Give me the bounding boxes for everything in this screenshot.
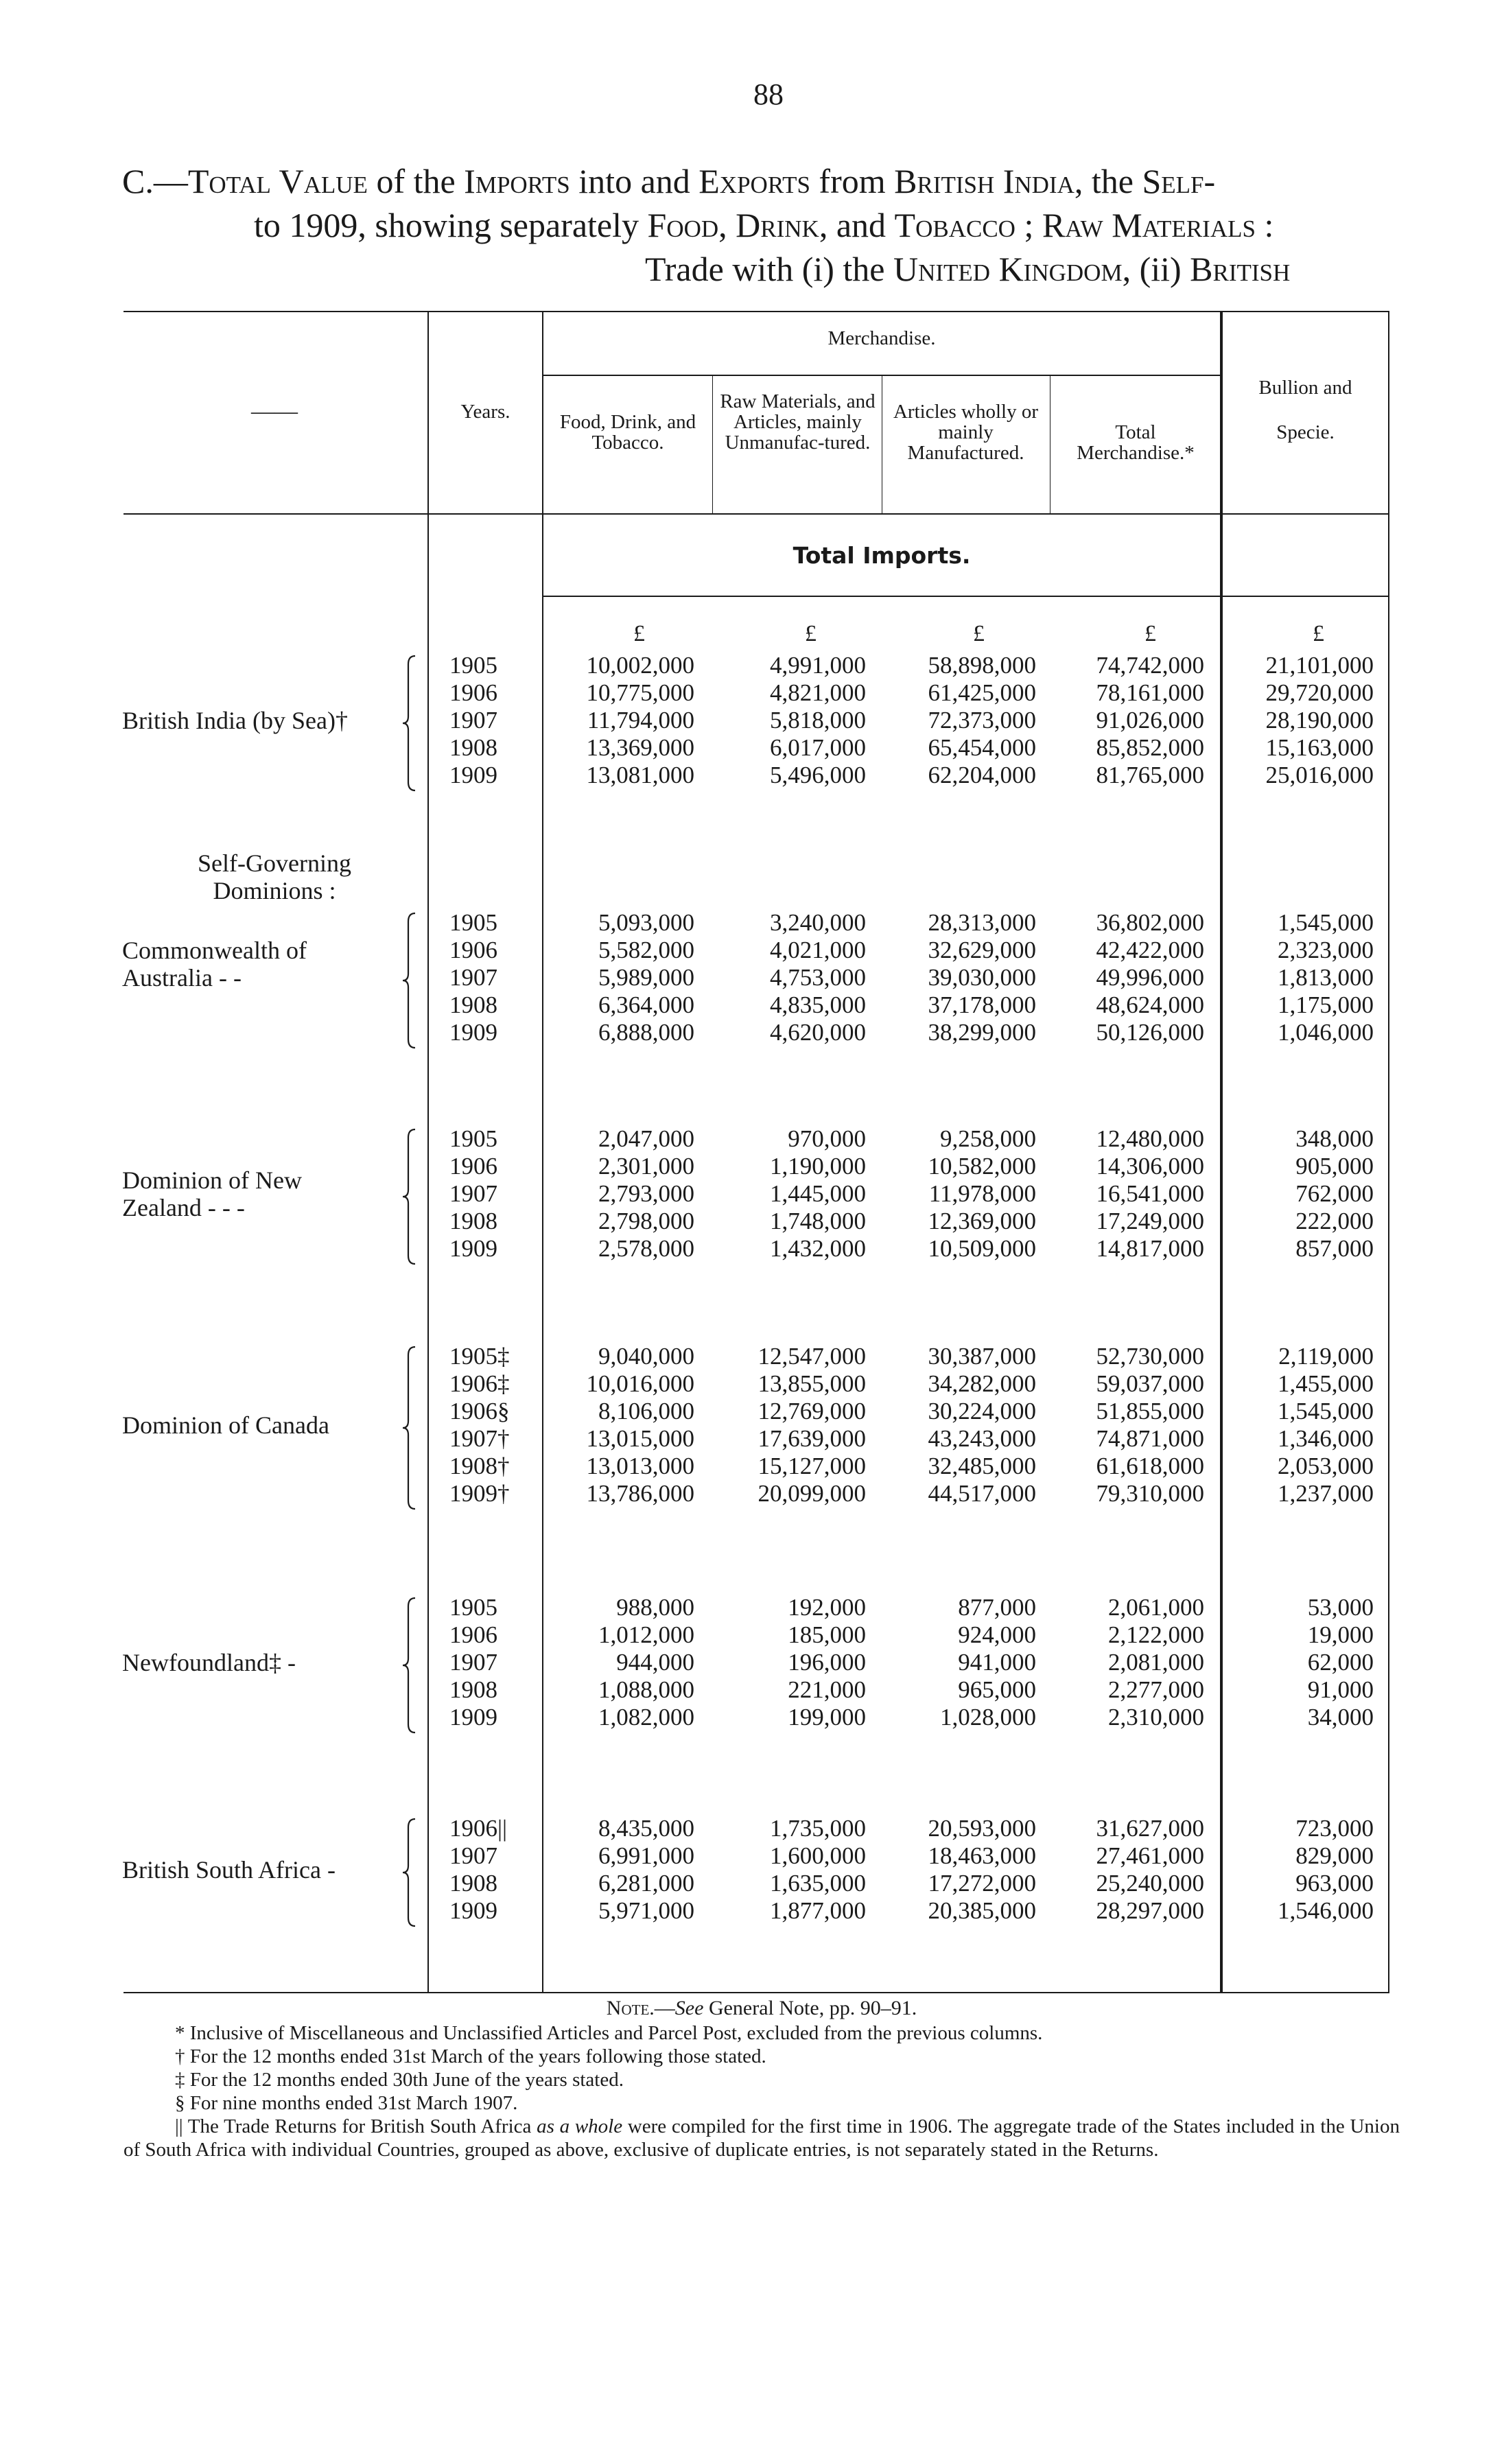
cell-food: 6,991,000 (598, 1842, 694, 1869)
cell-raw: 15,127,000 (758, 1453, 866, 1479)
cell-raw: 1,600,000 (770, 1842, 866, 1869)
cell-year: 1908 (449, 1208, 497, 1234)
cell-food: 6,364,000 (598, 992, 694, 1018)
table-row (0, 1398, 1491, 1425)
cell-year: 1906 (449, 937, 497, 963)
table-row (0, 1153, 1491, 1180)
title-line-2 (254, 203, 1273, 247)
cell-year: 1906 (449, 679, 497, 706)
cell-total: 81,765,000 (1096, 762, 1204, 788)
cell-total: 59,037,000 (1096, 1370, 1204, 1397)
title-segment: Drink (736, 206, 819, 244)
cell-food: 13,081,000 (586, 762, 694, 788)
cell-year: 1909 (449, 1897, 497, 1924)
cell-food: 10,016,000 (586, 1370, 694, 1397)
merchandise-header: Merchandise. (827, 327, 936, 349)
country-label-line: Dominion of New (122, 1166, 302, 1194)
cell-total: 85,852,000 (1096, 734, 1204, 761)
cell-articles: 44,517,000 (928, 1480, 1036, 1507)
cell-total: 12,480,000 (1096, 1125, 1204, 1152)
title-segment: , (ii) (1122, 250, 1190, 288)
footnote-parallel-c: were compiled for the first time in 1906. The aggregate trade of the States included in the Union of South Africa with individual Countries, grouped as above, exclusive of duplicate entries, is not separately stated in the Returns. (124, 2115, 1400, 2161)
cell-raw: 6,017,000 (770, 734, 866, 761)
table-row (0, 1125, 1491, 1153)
footnote-parallel-a: || The Trade Returns for British South Africa (175, 2115, 537, 2137)
cell-bullion: 857,000 (1295, 1235, 1374, 1262)
footnote-dagger: † For the 12 months ended 31st March of the years following those stated. (175, 2045, 766, 2067)
cell-food: 2,301,000 (598, 1153, 694, 1180)
cell-articles: 38,299,000 (928, 1019, 1036, 1046)
table-row (0, 1621, 1491, 1649)
cell-bullion: 2,119,000 (1278, 1343, 1374, 1370)
cell-raw: 20,099,000 (758, 1480, 866, 1507)
cell-year: 1905‡ (449, 1343, 510, 1370)
cell-food: 5,093,000 (598, 909, 694, 936)
table-row (0, 992, 1491, 1019)
cell-food: 5,582,000 (598, 937, 694, 963)
cell-total: 2,061,000 (1108, 1594, 1204, 1621)
table-row (0, 1594, 1491, 1621)
title-segment: Food (647, 206, 719, 244)
cell-total: 79,310,000 (1096, 1480, 1204, 1507)
cell-articles: 10,582,000 (928, 1153, 1036, 1180)
cell-raw: 3,240,000 (770, 909, 866, 936)
section-heading-line-2: Dominions : (213, 877, 336, 904)
bullion-header-1: Bullion and (1258, 377, 1352, 399)
footnote-parallel-b: as a whole (537, 2115, 623, 2137)
cell-total: 2,122,000 (1108, 1621, 1204, 1648)
cell-total: 74,871,000 (1096, 1425, 1204, 1452)
table-row (0, 707, 1491, 734)
cell-bullion: 21,101,000 (1265, 652, 1374, 679)
cell-articles: 941,000 (958, 1649, 1036, 1676)
cell-bullion: 53,000 (1307, 1594, 1374, 1621)
cell-articles: 43,243,000 (928, 1425, 1036, 1452)
cell-raw: 1,735,000 (770, 1815, 866, 1842)
cell-total: 27,461,000 (1096, 1842, 1204, 1869)
title-segment: to 1909, showing separately (254, 206, 648, 244)
cell-food: 2,793,000 (598, 1180, 694, 1207)
raw-header: Raw Materials, and Articles, mainly Unmanufac-tured. (720, 390, 876, 454)
cell-raw: 5,496,000 (770, 762, 866, 788)
country-label-line: Dominion of Canada (122, 1411, 329, 1439)
cell-food: 1,082,000 (598, 1704, 694, 1730)
cell-bullion: 1,175,000 (1278, 992, 1374, 1018)
cell-total: 61,618,000 (1096, 1453, 1204, 1479)
cell-food: 1,088,000 (598, 1676, 694, 1703)
footnote-double-dagger: ‡ For the 12 months ended 30th June of the years stated. (175, 2069, 624, 2091)
cell-food: 2,798,000 (598, 1208, 694, 1234)
cell-total: 91,026,000 (1096, 707, 1204, 734)
cell-total: 36,802,000 (1096, 909, 1204, 936)
cell-food: 5,989,000 (598, 964, 694, 991)
cell-year: 1906|| (449, 1815, 508, 1842)
table-row (0, 679, 1491, 707)
cell-food: 13,786,000 (586, 1480, 694, 1507)
title-segment: Self- (1142, 162, 1216, 200)
cell-year: 1907 (449, 1180, 497, 1207)
cell-raw: 4,821,000 (770, 679, 866, 706)
table-row (0, 1343, 1491, 1370)
cell-total: 51,855,000 (1096, 1398, 1204, 1424)
cell-year: 1906§ (449, 1398, 510, 1424)
cell-year: 1909 (449, 762, 497, 788)
cell-articles: 34,282,000 (928, 1370, 1036, 1397)
cell-year: 1905 (449, 1594, 497, 1621)
cell-year: 1905 (449, 1125, 497, 1152)
title-segment: into and (570, 162, 699, 200)
cell-raw: 4,835,000 (770, 992, 866, 1018)
cell-raw: 5,818,000 (770, 707, 866, 734)
cell-raw: 192,000 (788, 1594, 866, 1621)
cell-raw: 1,432,000 (770, 1235, 866, 1262)
cell-food: 2,578,000 (598, 1235, 694, 1262)
section-heading (158, 849, 391, 904)
table-row (0, 1208, 1491, 1235)
table-row (0, 762, 1491, 789)
note-title (124, 1997, 1400, 2020)
cell-food: 8,435,000 (598, 1815, 694, 1842)
cell-articles: 18,463,000 (928, 1842, 1036, 1869)
cell-bullion: 1,546,000 (1278, 1897, 1374, 1924)
table-row (0, 1370, 1491, 1398)
country-label-line: Zealand - - - (122, 1194, 245, 1221)
cell-total: 2,277,000 (1108, 1676, 1204, 1703)
cell-raw: 221,000 (788, 1676, 866, 1703)
cell-total: 74,742,000 (1096, 652, 1204, 679)
cell-year: 1907 (449, 964, 497, 991)
title-segment: , and (819, 206, 895, 244)
cell-bullion: 1,545,000 (1278, 909, 1374, 936)
cell-articles: 39,030,000 (928, 964, 1036, 991)
cell-raw: 1,748,000 (770, 1208, 866, 1234)
title-segment: from (810, 162, 895, 200)
cell-total: 14,817,000 (1096, 1235, 1204, 1262)
country-header: —— (251, 399, 298, 424)
table-row (0, 964, 1491, 992)
cell-articles: 32,485,000 (928, 1453, 1036, 1479)
country-label-line: British South Africa - (122, 1856, 336, 1884)
table-row (0, 1453, 1491, 1480)
title-segment: Imports (464, 162, 570, 200)
table-row (0, 1480, 1491, 1507)
cell-raw: 4,991,000 (770, 652, 866, 679)
title-segment: , (718, 206, 736, 244)
cell-bullion: 723,000 (1295, 1815, 1374, 1842)
country-label-line: Australia - - (122, 964, 242, 992)
cell-year: 1909 (449, 1704, 497, 1730)
footnotes (124, 1997, 1400, 2161)
cell-bullion: 62,000 (1307, 1649, 1374, 1676)
cell-total: 17,249,000 (1096, 1208, 1204, 1234)
bullion-header-2: Specie. (1276, 421, 1335, 443)
cell-food: 988,000 (616, 1594, 694, 1621)
cell-total: 52,730,000 (1096, 1343, 1204, 1370)
title-segment: Total Value (187, 162, 368, 200)
cell-total: 78,161,000 (1096, 679, 1204, 706)
cell-bullion: 25,016,000 (1265, 762, 1374, 788)
cell-total: 31,627,000 (1096, 1815, 1204, 1842)
cell-bullion: 15,163,000 (1265, 734, 1374, 761)
cell-total: 28,297,000 (1096, 1897, 1204, 1924)
currency-total: £ (1144, 621, 1156, 646)
header-bottom-rule (124, 513, 1389, 515)
title-segment: Raw Materials (1042, 206, 1256, 244)
cell-food: 2,047,000 (598, 1125, 694, 1152)
cell-raw: 4,620,000 (770, 1019, 866, 1046)
note-title-see: See (674, 1997, 704, 2019)
page-number: 88 (753, 78, 784, 111)
cell-bullion: 19,000 (1307, 1621, 1374, 1648)
cell-year: 1908 (449, 1676, 497, 1703)
cell-articles: 20,593,000 (928, 1815, 1036, 1842)
cell-articles: 20,385,000 (928, 1897, 1036, 1924)
title-segment: Exports (698, 162, 810, 200)
title-segment: United Kingdom (893, 250, 1123, 288)
country-label-line: British India (by Sea)† (122, 707, 348, 734)
currency-articles: £ (973, 621, 985, 646)
cell-total: 25,240,000 (1096, 1870, 1204, 1897)
col-divider-3 (712, 376, 713, 513)
cell-raw: 13,855,000 (758, 1370, 866, 1397)
cell-raw: 1,190,000 (770, 1153, 866, 1180)
cell-articles: 12,369,000 (928, 1208, 1036, 1234)
cell-bullion: 348,000 (1295, 1125, 1374, 1152)
cell-raw: 12,769,000 (758, 1398, 866, 1424)
cell-year: 1906 (449, 1153, 497, 1180)
cell-bullion: 905,000 (1295, 1153, 1374, 1180)
cell-bullion: 1,545,000 (1278, 1398, 1374, 1424)
cell-raw: 4,753,000 (770, 964, 866, 991)
table-row (0, 1704, 1491, 1731)
cell-articles: 32,629,000 (928, 937, 1036, 963)
table-row (0, 1842, 1491, 1870)
cell-articles: 37,178,000 (928, 992, 1036, 1018)
cell-year: 1909 (449, 1019, 497, 1046)
table-top-rule (124, 311, 1389, 312)
cell-total: 42,422,000 (1096, 937, 1204, 963)
cell-raw: 12,547,000 (758, 1343, 866, 1370)
cell-raw: 17,639,000 (758, 1425, 866, 1452)
cell-food: 13,013,000 (586, 1453, 694, 1479)
table-row (0, 1897, 1491, 1925)
table-row (0, 1649, 1491, 1676)
title-segment: British India (894, 162, 1075, 200)
section-rule (542, 596, 1389, 597)
table-row (0, 1235, 1491, 1263)
cell-bullion: 1,455,000 (1278, 1370, 1374, 1397)
cell-raw: 196,000 (788, 1649, 866, 1676)
cell-articles: 11,978,000 (928, 1180, 1036, 1207)
cell-bullion: 829,000 (1295, 1842, 1374, 1869)
total-header: Total Merchandise.* (1077, 421, 1195, 464)
cell-raw: 1,445,000 (770, 1180, 866, 1207)
cell-articles: 30,387,000 (928, 1343, 1036, 1370)
cell-articles: 30,224,000 (928, 1398, 1036, 1424)
cell-total: 48,624,000 (1096, 992, 1204, 1018)
table-row (0, 937, 1491, 964)
cell-year: 1905 (449, 909, 497, 936)
cell-raw: 970,000 (788, 1125, 866, 1152)
cell-year: 1909 (449, 1235, 497, 1262)
cell-articles: 58,898,000 (928, 652, 1036, 679)
cell-food: 6,281,000 (598, 1870, 694, 1897)
cell-year: 1905 (449, 652, 497, 679)
cell-bullion: 34,000 (1307, 1704, 1374, 1730)
cell-year: 1907 (449, 1649, 497, 1676)
title-segment: , the (1074, 162, 1142, 200)
cell-food: 13,015,000 (586, 1425, 694, 1452)
cell-articles: 62,204,000 (928, 762, 1036, 788)
cell-bullion: 2,323,000 (1278, 937, 1374, 963)
footnote-parallel (124, 2115, 1400, 2161)
table-row (0, 909, 1491, 937)
cell-articles: 924,000 (958, 1621, 1036, 1648)
country-label-line: Newfoundland‡ - (122, 1649, 296, 1676)
cell-bullion: 2,053,000 (1278, 1453, 1374, 1479)
cell-articles: 28,313,000 (928, 909, 1036, 936)
cell-bullion: 1,046,000 (1278, 1019, 1374, 1046)
cell-total: 50,126,000 (1096, 1019, 1204, 1046)
cell-food: 5,971,000 (598, 1897, 694, 1924)
cell-year: 1906 (449, 1621, 497, 1648)
cell-articles: 65,454,000 (928, 734, 1036, 761)
cell-food: 11,794,000 (587, 707, 694, 734)
cell-articles: 1,028,000 (940, 1704, 1036, 1730)
table-row (0, 1870, 1491, 1897)
cell-bullion: 29,720,000 (1265, 679, 1374, 706)
cell-bullion: 222,000 (1295, 1208, 1374, 1234)
table-row (0, 734, 1491, 762)
cell-year: 1909† (449, 1480, 510, 1507)
cell-articles: 877,000 (958, 1594, 1036, 1621)
cell-food: 1,012,000 (598, 1621, 694, 1648)
cell-year: 1907† (449, 1425, 510, 1452)
articles-header: Articles wholly or mainly Manufactured. (893, 401, 1038, 464)
cell-food: 9,040,000 (598, 1343, 694, 1370)
section-heading-line-1: Self-Governing (198, 849, 351, 877)
cell-articles: 72,373,000 (928, 707, 1036, 734)
table-row (0, 1180, 1491, 1208)
cell-bullion: 1,237,000 (1278, 1480, 1374, 1507)
section-title: Total Imports. (793, 542, 971, 569)
cell-year: 1907 (449, 707, 497, 734)
cell-food: 13,369,000 (586, 734, 694, 761)
cell-bullion: 91,000 (1307, 1676, 1374, 1703)
title-segment: Tobacco (894, 206, 1015, 244)
cell-total: 14,306,000 (1096, 1153, 1204, 1180)
cell-year: 1908 (449, 734, 497, 761)
years-header: Years. (460, 401, 510, 423)
cell-bullion: 1,346,000 (1278, 1425, 1374, 1452)
cell-raw: 185,000 (788, 1621, 866, 1648)
title-segment: C.— (122, 162, 188, 200)
cell-total: 2,081,000 (1108, 1649, 1204, 1676)
cell-articles: 17,272,000 (928, 1870, 1036, 1897)
table-row (0, 1019, 1491, 1046)
cell-raw: 4,021,000 (770, 937, 866, 963)
cell-total: 16,541,000 (1096, 1180, 1204, 1207)
cell-food: 6,888,000 (598, 1019, 694, 1046)
footnote-section: § For nine months ended 31st March 1907. (175, 2092, 518, 2114)
cell-articles: 965,000 (958, 1676, 1036, 1703)
currency-bullion: £ (1313, 621, 1324, 646)
cell-bullion: 963,000 (1295, 1870, 1374, 1897)
currency-food: £ (633, 621, 645, 646)
cell-year: 1907 (449, 1842, 497, 1869)
cell-total: 49,996,000 (1096, 964, 1204, 991)
cell-food: 10,002,000 (586, 652, 694, 679)
table-row (0, 652, 1491, 679)
cell-year: 1908† (449, 1453, 510, 1479)
cell-articles: 10,509,000 (928, 1235, 1036, 1262)
note-title-rest: General Note, pp. 90–91. (703, 1997, 917, 2019)
table-bottom-rule (124, 1992, 1389, 1993)
title-line-1 (122, 159, 1215, 203)
food-header: Food, Drink, and Tobacco. (559, 411, 696, 454)
note-title-prefix: Note.— (606, 1997, 675, 2019)
title-segment: of the (367, 162, 465, 200)
title-segment: British (1190, 250, 1291, 288)
cell-year: 1908 (449, 992, 497, 1018)
cell-articles: 9,258,000 (940, 1125, 1036, 1152)
cell-bullion: 762,000 (1295, 1180, 1374, 1207)
cell-food: 944,000 (616, 1649, 694, 1676)
cell-raw: 1,877,000 (770, 1897, 866, 1924)
table-row (0, 1425, 1491, 1453)
footnote-asterisk: * Inclusive of Miscellaneous and Unclassified Articles and Parcel Post, excluded from the previous columns. (175, 2022, 1043, 2044)
currency-raw: £ (805, 621, 817, 646)
table-row (0, 1815, 1491, 1842)
title-segment: Trade with (i) the (645, 250, 893, 288)
cell-bullion: 28,190,000 (1265, 707, 1374, 734)
cell-year: 1908 (449, 1870, 497, 1897)
cell-raw: 199,000 (788, 1704, 866, 1730)
table-row (0, 1676, 1491, 1704)
title-segment: : (1255, 206, 1274, 244)
country-label-line: Commonwealth of (122, 937, 307, 964)
cell-bullion: 1,813,000 (1278, 964, 1374, 991)
cell-total: 2,310,000 (1108, 1704, 1204, 1730)
cell-year: 1906‡ (449, 1370, 510, 1397)
cell-food: 10,775,000 (586, 679, 694, 706)
cell-food: 8,106,000 (598, 1398, 694, 1424)
title-line-3 (645, 247, 1290, 291)
title-segment: ; (1015, 206, 1042, 244)
cell-raw: 1,635,000 (770, 1870, 866, 1897)
cell-articles: 61,425,000 (928, 679, 1036, 706)
